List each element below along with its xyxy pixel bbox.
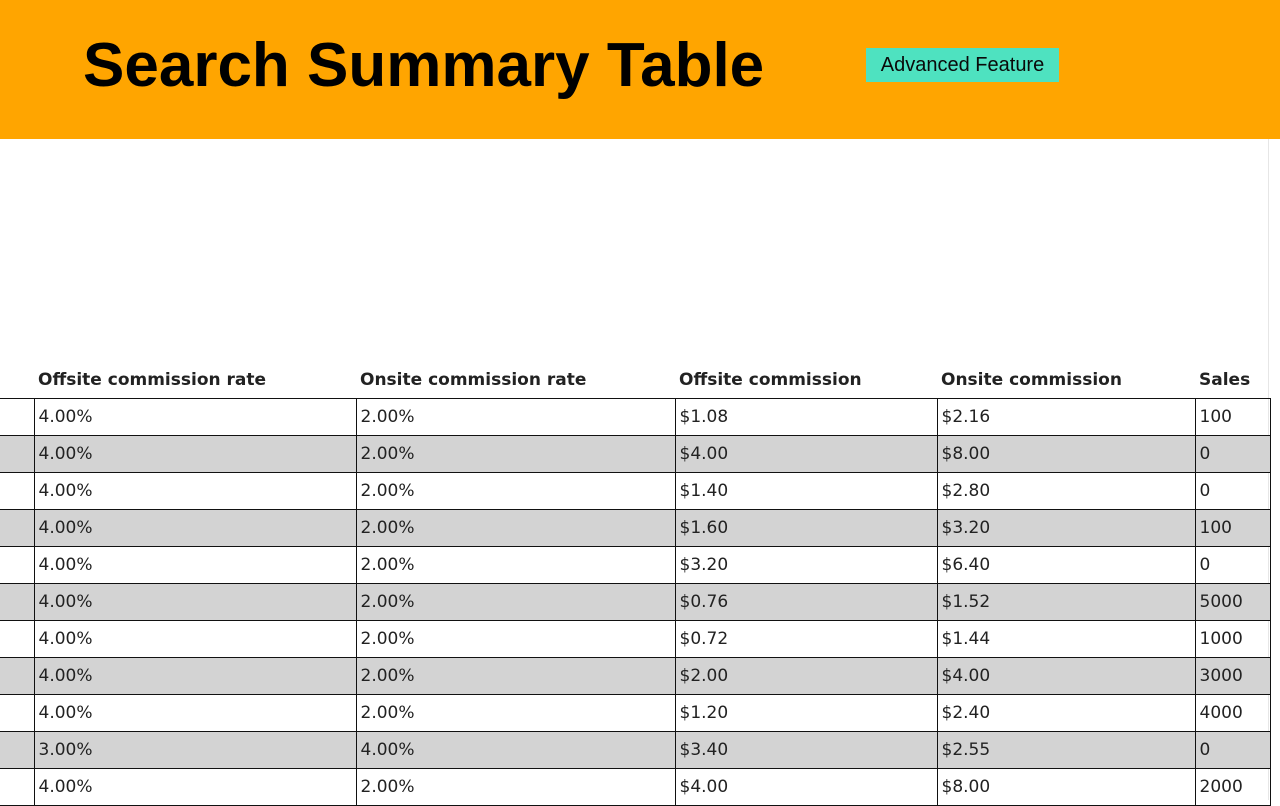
- table-row: [0, 768, 1270, 805]
- cell-sales: 3000: [1195, 657, 1270, 694]
- cell-offsite-commission-rate: 4.00%: [34, 768, 356, 805]
- cell-offsite-commission: $1.60: [675, 509, 937, 546]
- cell-sales: 0: [1195, 472, 1270, 509]
- column-header-row-header: [0, 362, 34, 398]
- cell-offsite-commission-rate: 4.00%: [34, 583, 356, 620]
- cell-onsite-commission: $6.40: [937, 546, 1195, 583]
- table-body: [0, 398, 1270, 805]
- cell-onsite-commission: $1.44: [937, 620, 1195, 657]
- cell-onsite-commission: $4.00: [937, 657, 1195, 694]
- column-header-offsite-commission-rate: Offsite commission rate: [38, 369, 267, 390]
- cell-row-header: [0, 657, 34, 694]
- table-row: [0, 435, 1270, 472]
- column-header-onsite-commission-rate: Onsite commission rate: [360, 369, 587, 390]
- cell-onsite-commission-rate: 2.00%: [356, 472, 675, 509]
- cell-row-header: [0, 694, 34, 731]
- cell-onsite-commission: $2.80: [937, 472, 1195, 509]
- page-title: Search Summary Table: [83, 31, 765, 100]
- cell-offsite-commission: $1.20: [675, 694, 937, 731]
- cell-sales: 100: [1195, 398, 1270, 435]
- table-row: [0, 731, 1270, 768]
- cell-row-header: [0, 768, 34, 805]
- cell-onsite-commission: $8.00: [937, 435, 1195, 472]
- cell-onsite-commission-rate: 2.00%: [356, 583, 675, 620]
- cell-onsite-commission: $8.00: [937, 768, 1195, 805]
- cell-sales: 0: [1195, 731, 1270, 768]
- cell-offsite-commission-rate: 4.00%: [34, 694, 356, 731]
- cell-onsite-commission-rate: 2.00%: [356, 435, 675, 472]
- cell-onsite-commission-rate: 2.00%: [356, 694, 675, 731]
- table-row: [0, 546, 1270, 583]
- cell-offsite-commission-rate: 4.00%: [34, 509, 356, 546]
- cell-row-header: [0, 398, 34, 435]
- cell-onsite-commission-rate: 2.00%: [356, 657, 675, 694]
- cell-offsite-commission: $3.40: [675, 731, 937, 768]
- table-row: [0, 398, 1270, 435]
- cell-sales: 0: [1195, 546, 1270, 583]
- cell-row-header: [0, 509, 34, 546]
- cell-onsite-commission-rate: 2.00%: [356, 620, 675, 657]
- table-header-row: [0, 362, 1270, 398]
- cell-onsite-commission: $2.55: [937, 731, 1195, 768]
- cell-offsite-commission: $1.08: [675, 398, 937, 435]
- cell-sales: 5000: [1195, 583, 1270, 620]
- cell-onsite-commission-rate: 2.00%: [356, 768, 675, 805]
- cell-offsite-commission-rate: 4.00%: [34, 620, 356, 657]
- cell-offsite-commission-rate: 4.00%: [34, 657, 356, 694]
- summary-table-container: [0, 362, 1270, 806]
- column-header-sales: Sales: [1199, 369, 1251, 390]
- table-row: [0, 472, 1270, 509]
- cell-offsite-commission-rate: 3.00%: [34, 731, 356, 768]
- cell-sales: 4000: [1195, 694, 1270, 731]
- cell-row-header: [0, 731, 34, 768]
- table-row: [0, 620, 1270, 657]
- cell-offsite-commission: $0.72: [675, 620, 937, 657]
- cell-offsite-commission: $3.20: [675, 546, 937, 583]
- cell-onsite-commission-rate: 2.00%: [356, 398, 675, 435]
- cell-offsite-commission: $4.00: [675, 768, 937, 805]
- cell-offsite-commission-rate: 4.00%: [34, 546, 356, 583]
- column-header-offsite-commission: Offsite commission: [679, 369, 862, 390]
- cell-sales: 2000: [1195, 768, 1270, 805]
- column-header-onsite-commission: Onsite commission: [941, 369, 1122, 390]
- cell-row-header: [0, 435, 34, 472]
- cell-offsite-commission: $4.00: [675, 435, 937, 472]
- cell-sales: 1000: [1195, 620, 1270, 657]
- cell-row-header: [0, 583, 34, 620]
- cell-onsite-commission: $2.40: [937, 694, 1195, 731]
- cell-onsite-commission: $1.52: [937, 583, 1195, 620]
- cell-offsite-commission: $2.00: [675, 657, 937, 694]
- cell-onsite-commission-rate: 2.00%: [356, 546, 675, 583]
- cell-offsite-commission: $0.76: [675, 583, 937, 620]
- table-row: [0, 694, 1270, 731]
- cell-offsite-commission-rate: 4.00%: [34, 472, 356, 509]
- cell-sales: 0: [1195, 435, 1270, 472]
- cell-offsite-commission-rate: 4.00%: [34, 398, 356, 435]
- cell-row-header: [0, 472, 34, 509]
- header-banner: [0, 0, 1280, 139]
- cell-sales: 100: [1195, 509, 1270, 546]
- cell-offsite-commission: $1.40: [675, 472, 937, 509]
- cell-row-header: [0, 546, 34, 583]
- advanced-feature-badge: Advanced Feature: [866, 48, 1059, 82]
- table-row: [0, 509, 1270, 546]
- search-summary-table: [0, 362, 1271, 806]
- table-row: [0, 583, 1270, 620]
- cell-onsite-commission-rate: 4.00%: [356, 731, 675, 768]
- cell-onsite-commission: $3.20: [937, 509, 1195, 546]
- cell-offsite-commission-rate: 4.00%: [34, 435, 356, 472]
- cell-onsite-commission-rate: 2.00%: [356, 509, 675, 546]
- table-header: [0, 362, 1270, 398]
- cell-row-header: [0, 620, 34, 657]
- cell-onsite-commission: $2.16: [937, 398, 1195, 435]
- table-row: [0, 657, 1270, 694]
